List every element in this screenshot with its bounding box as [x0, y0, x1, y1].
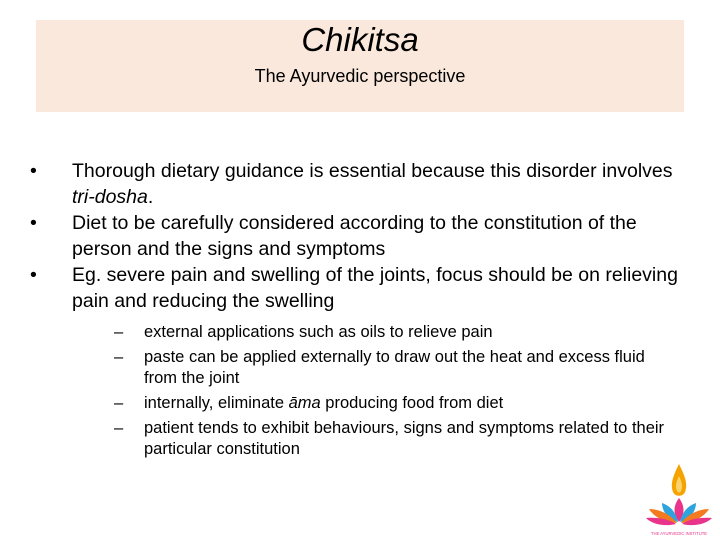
bullet-marker: • [30, 160, 37, 182]
title-band [36, 20, 684, 112]
bullet-item [30, 210, 680, 262]
sub-bullet-dash: – [114, 394, 124, 412]
sub-bullet-text: paste can be applied externally to draw out the heat and excess fluid from the joint [144, 348, 645, 387]
sub-bullet-dash: – [114, 348, 124, 366]
sub-bullet-text-end: producing food from diet [320, 394, 504, 412]
logo-caption: THE AYURVEDIC INSTITUTE [650, 531, 708, 536]
bullet-emphasis: tri-dosha [72, 186, 148, 208]
bullet-item [30, 262, 680, 460]
bullet-text: Diet to be carefully considered according to the constitution of the person and the signs and symptoms [72, 212, 637, 260]
bullet-marker: • [30, 212, 37, 234]
bullet-marker: • [30, 264, 37, 286]
lamp-lotus-logo-icon [642, 460, 716, 538]
bullet-text: Eg. severe pain and swelling of the joints, focus should be on relieving pain and reducing the swelling [72, 264, 678, 312]
sub-bullet-text: patient tends to exhibit behaviours, signs and symptoms related to their particular constitution [144, 419, 665, 458]
sub-bullet-text: external applications such as oils to relieve pain [144, 323, 493, 341]
sub-bullet-dash: – [114, 419, 124, 437]
sub-bullet-text: internally, eliminate [144, 394, 289, 412]
slide-subtitle: The Ayurvedic perspective [254, 66, 466, 86]
slide-title: Chikitsa [301, 21, 419, 58]
bullet-item [30, 158, 680, 210]
bullet-list [30, 158, 680, 464]
bullet-text: Thorough dietary guidance is essential because this disorder involves [72, 160, 673, 182]
bullet-text-end: . [147, 186, 154, 208]
sub-bullet-item [72, 393, 680, 414]
sub-bullet-item [72, 347, 680, 389]
sub-bullet-list [72, 322, 680, 460]
sub-bullet-emphasis: āma [288, 394, 321, 412]
sub-bullet-item [72, 418, 680, 460]
sub-bullet-dash: – [114, 323, 124, 341]
sub-bullet-item [72, 322, 680, 343]
